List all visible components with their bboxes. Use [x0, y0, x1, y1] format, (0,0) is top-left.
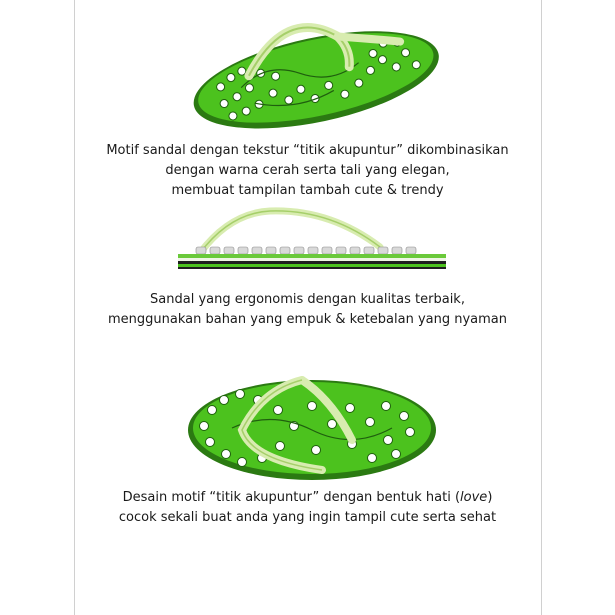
caption-motif [0, 141, 615, 201]
caption-ergonomis-line-2: menggunakan bahan yang empuk & ketebalan yang nyaman [107, 312, 508, 327]
caption-motif-line-2: dengan warna cerah serta tali yang elegan, [165, 163, 450, 178]
sandal-top-view-image [180, 12, 450, 137]
caption-desain-line-1-post: ) [487, 490, 493, 505]
caption-desain-line-1 [0, 488, 615, 508]
caption-motif-line-1: Motif sandal dengan tekstur “titik akupuntur” dikombinasikan [106, 143, 509, 158]
caption-desain-line-1-pre: Desain motif “titik akupuntur” dengan bentuk hati ( [122, 490, 461, 505]
caption-motif-line-3: membuat tampilan tambah cute & trendy [171, 183, 444, 198]
sandal-bottom-top-view-image [182, 370, 442, 485]
caption-desain-line-2: cocok sekali buat anda yang ingin tampil cute serta sehat [118, 510, 497, 525]
sandal-side-view-image [170, 205, 455, 280]
caption-desain-love-word: love [460, 490, 488, 505]
caption-ergonomis [0, 290, 615, 330]
caption-desain [0, 488, 615, 528]
caption-ergonomis-line-1: Sandal yang ergonomis dengan kualitas terbaik, [150, 292, 465, 307]
